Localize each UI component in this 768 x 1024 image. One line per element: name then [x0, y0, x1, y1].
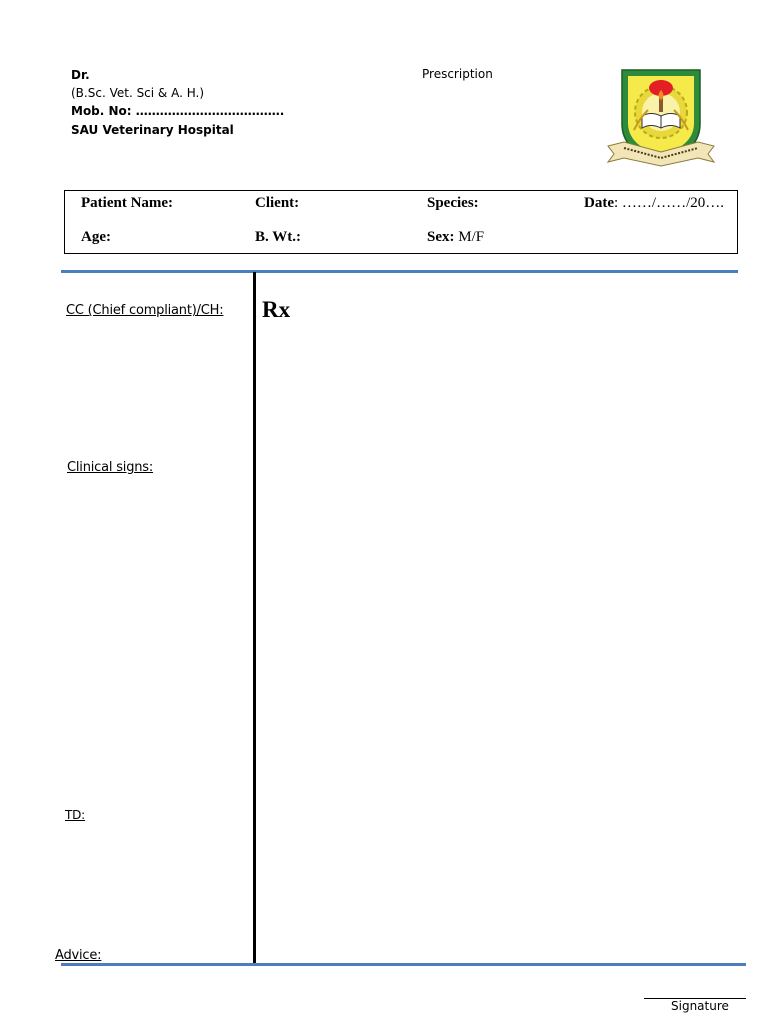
date-field — [584, 195, 724, 212]
signature-label: Signature — [671, 999, 729, 1013]
rx-symbol: Rx — [262, 297, 291, 322]
age-label: Age: — [81, 229, 111, 245]
td-heading: TD: — [65, 808, 86, 822]
date-label: Date — [584, 195, 614, 211]
body-weight-label: B. Wt.: — [255, 229, 301, 245]
mobile-number: Mob. No: ………………………………. — [71, 104, 285, 118]
bottom-divider — [61, 963, 746, 966]
patient-name-field — [81, 195, 173, 212]
university-emblem-icon — [604, 66, 718, 170]
species-field — [427, 195, 479, 212]
chief-complaint-heading: CC (Chief compliant)/CH: — [66, 303, 224, 318]
age-field — [81, 229, 111, 246]
client-field — [255, 195, 299, 212]
top-divider — [61, 270, 738, 273]
hospital-name: SAU Veterinary Hospital — [71, 123, 234, 137]
sex-label: Sex: — [427, 229, 455, 245]
doctor-degree: (B.Sc. Vet. Sci & A. H.) — [71, 86, 205, 100]
body-weight-field — [255, 229, 301, 246]
column-divider — [253, 272, 256, 966]
doctor-label: Dr. — [71, 68, 90, 82]
clinical-signs-heading: Clinical signs: — [67, 460, 154, 475]
sex-value: M/F — [454, 229, 485, 245]
date-value: : ……/……/20…. — [614, 195, 725, 211]
document-title: Prescription — [422, 67, 493, 81]
client-label: Client: — [255, 195, 300, 211]
sex-field — [427, 229, 484, 246]
advice-heading: Advice: — [55, 948, 102, 963]
species-label: Species: — [427, 195, 479, 211]
patient-name-label: Patient Name: — [81, 195, 174, 211]
